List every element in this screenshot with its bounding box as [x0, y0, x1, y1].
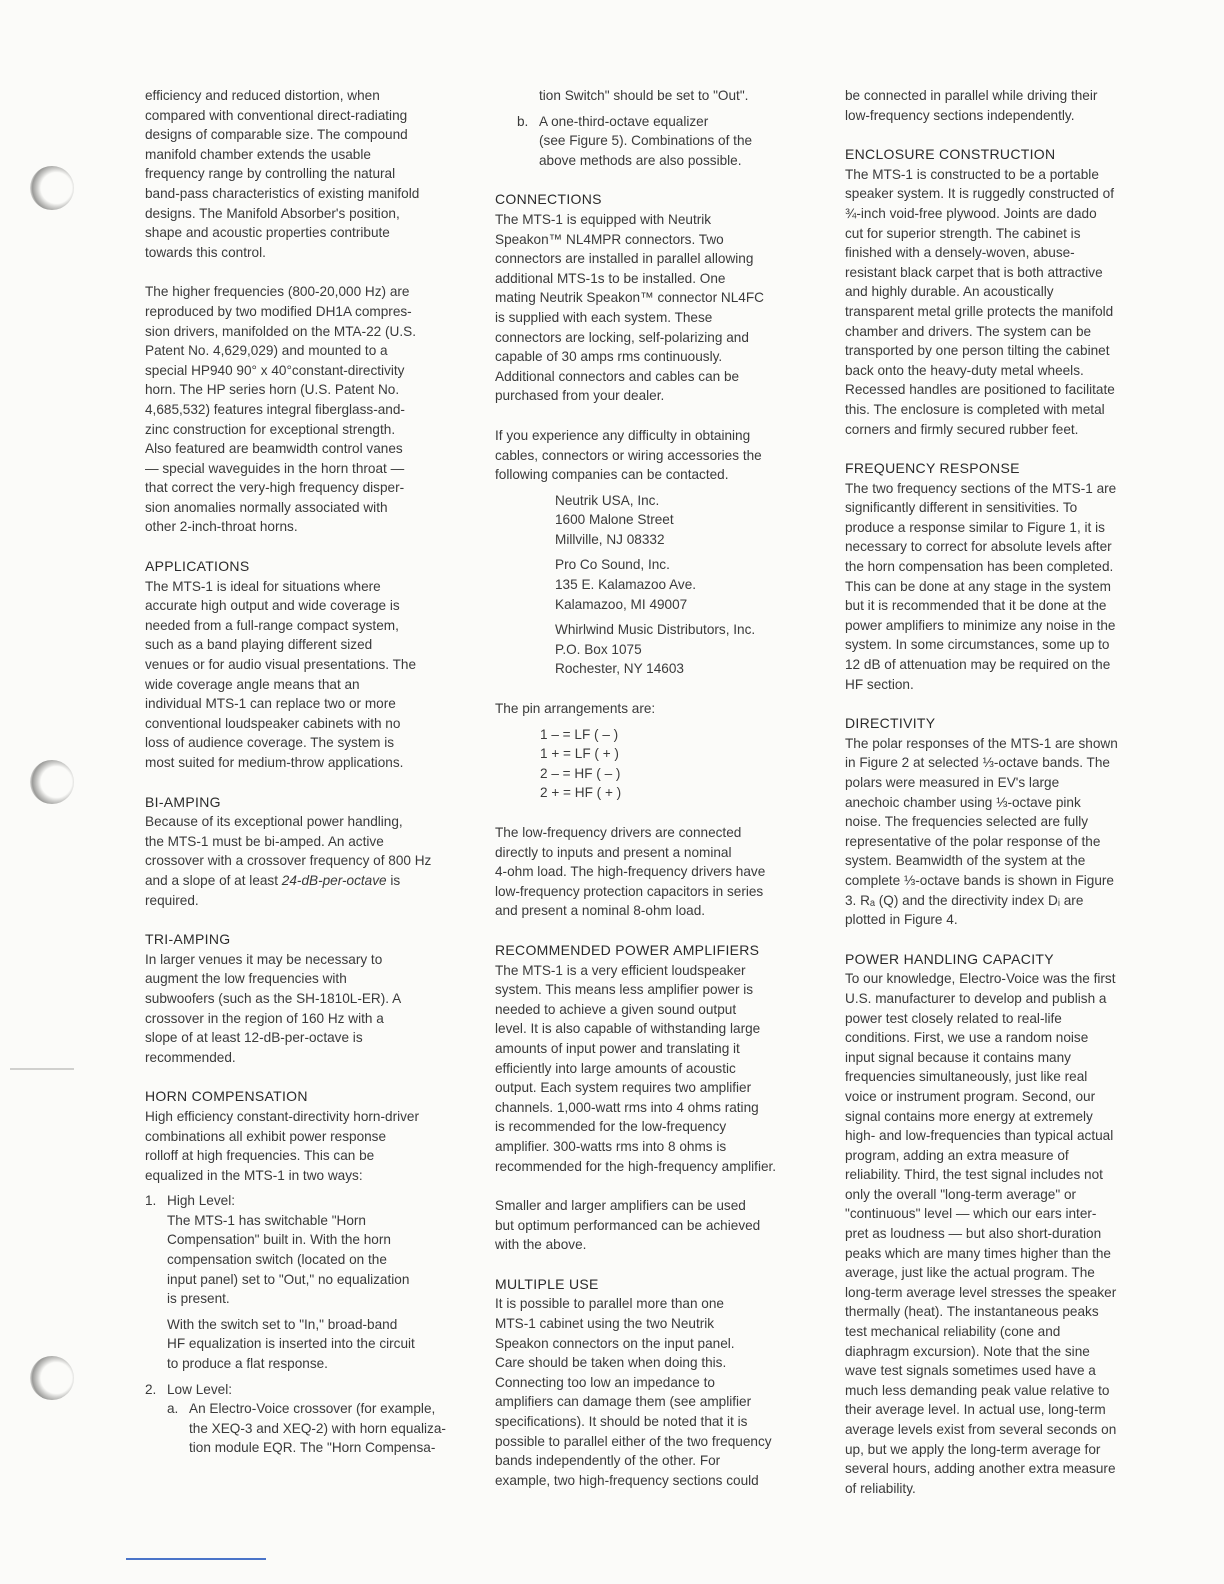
address-whirlwind: Whirlwind Music Distributors, Inc. P.O. Box 1075 Rochester, NY 14603	[555, 622, 756, 677]
sub-item-a-continued: tion Switch" should be set to "Out".	[539, 88, 749, 103]
directivity-paragraph: The polar responses of the MTS-1 are shown in Figure 2 at selected ⅓-octave bands. The polars were measured in EV's large anechoic chamber using ⅓-octave pink noise. The frequencies selected are fully representative of the polar response of the system. Beamwidth of the system at the complete ⅓-octave bands is shown in Figure 3. Rₐ (Q) and the directivity index Dᵢ are plotted in Figure 4.	[845, 735, 1118, 928]
column-2	[495, 86, 815, 1490]
enclosure-paragraph: The MTS-1 is constructed to be a portable speaker system. It is ruggedly constructed of ¾-inch void-free plywood. Joints are dado cut for superior strength. The cabinet is finished with a densely-woven, abuse- resistant black carpet that is both attractive and highly durable. An acoustically transparent metal grille protects the manifold chamber and drivers. The system can be transported by one person tilting the cabinet back onto the heavy-duty metal wheels. Recessed handles are positioned to facilitate this. The enclosure is completed with metal corners and firmly secured rubber feet.	[845, 166, 1115, 437]
enclosure-heading: ENCLOSURE CONSTRUCTION	[845, 146, 1056, 163]
punch-hole-middle	[30, 760, 74, 804]
address-proco: Pro Co Sound, Inc. 135 E. Kalamazoo Ave. Kalamazoo, MI 49007	[555, 557, 697, 612]
scan-mark	[10, 1068, 74, 1070]
low-frequency-drivers-paragraph: The low-frequency drivers are connected directly to inputs and present a nominal 4-ohm load. The high-frequency drivers have low-frequency protection capacitors in series and present a nominal 8-ohm load.	[495, 825, 766, 919]
triamping-paragraph: In larger venues it may be necessary to augment the low frequencies with subwoofers (such as the SH-1810L-ER). A crossover in the region of 160 Hz with a slope of at least 12-dB-per-octave is recommended.	[145, 951, 402, 1065]
sub-item-a	[167, 1399, 463, 1458]
punch-hole-top	[30, 166, 74, 210]
pin-arrangements: 1 – = LF ( – ) 1 + = LF ( + ) 2 – = HF ( – ) 2 + = HF ( + )	[540, 726, 622, 801]
sub-item-b	[495, 112, 815, 171]
sub-item-a-text: An Electro-Voice crossover (for example, the XEQ-3 and XEQ-2) with horn equaliza- tion module EQR. The "Horn Compensa-	[189, 1401, 446, 1456]
frequency-response-paragraph: The two frequency sections of the MTS-1 are significantly different in sensitivities. To produce a response similar to Figure 1, it is necessary to correct for absolute levels after the horn compensation has been completed. This can be done at any stage in the system but it is recommended that it be done at the power amplifiers to minimize any noise in the system. In some circumstances, some up to 12 dB of attenuation may be required on the HF section.	[845, 480, 1117, 692]
biamping-slope: 24-dB-per-octave	[281, 872, 387, 888]
list-item-low-level	[145, 1380, 463, 1458]
column-1	[145, 86, 463, 1458]
address-neutrik: Neutrik USA, Inc. 1600 Malone Street Millville, NJ 08332	[555, 492, 674, 547]
pin-intro: The pin arrangements are:	[495, 701, 656, 717]
multiple-use-paragraph: It is possible to parallel more than one MTS-1 cabinet using the two Neutrik Speakon connectors on the input panel. Care should be taken when doing this. Connecting too low an impedance to amplifiers can damage them (see amplifier specifications). It should be noted that it is possible to parallel either of the two frequency bands independently of the other. For example, two high-frequency sections could	[495, 1296, 772, 1488]
list-item-title: Low Level:	[167, 1381, 232, 1397]
smaller-amplifiers-paragraph: Smaller and larger amplifiers can be used but optimum performanced can be achieved with the above.	[495, 1198, 761, 1253]
multiple-use-heading: MULTIPLE USE	[495, 1275, 599, 1292]
multiple-use-continued: be connected in parallel while driving their low-frequency sections independently.	[845, 88, 1098, 123]
sub-item-letter: b.	[517, 113, 529, 129]
biamping-text: Because of its exceptional power handling, the MTS-1 must be bi-amped. An active crossover with a crossover frequency of 800 Hz and a slope of at least	[145, 814, 432, 888]
biamping-text-end: is required.	[145, 872, 401, 908]
applications-paragraph: The MTS-1 is ideal for situations where accurate high output and wide coverage is needed from a full-range compact system, such as a band playing different sized venues or for audio visual presentations. The wide coverage angle means that an individual MTS-1 can replace two or more conventional loudspeaker cabinets with no loss of audience coverage. The system is most suited for medium-throw applications.	[145, 578, 417, 770]
intro-paragraph: efficiency and reduced distortion, when compared with conventional direct-radiating designs of comparable size. The compound manifold chamber extends the usable frequency range by controlling the natural band-pass characteristics of existing manifold designs. The Manifold Absorber's position, shape and acoustic properties contribute towards this control.	[145, 88, 420, 260]
power-amplifiers-paragraph: The MTS-1 is a very efficient loudspeaker system. This means less amplifier power is needed to achieve a given sound output level. It is also capable of withstanding large amounts of input power and translating it efficiently into large amounts of acoustic output. Each system requires two amplifier channels. 1,000-watt rms into 4 ohms rating is recommended for the low-frequency amplifier. 300-watts rms into 8 ohms is recommended for the high-frequency amplifier.	[495, 962, 777, 1174]
horn-compensation-heading: HORN COMPENSATION	[145, 1088, 308, 1105]
sub-item-letter: a.	[167, 1401, 179, 1417]
difficulty-paragraph: If you experience any difficulty in obtaining cables, connectors or wiring accessories the following companies can be contacted.	[495, 427, 762, 483]
triamping-heading: TRI-AMPING	[145, 931, 231, 948]
power-handling-paragraph: To our knowledge, Electro-Voice was the first U.S. manufacturer to develop and publish a power test closely related to real-life conditions. First, we use a random noise input signal because it contains many frequencies simultaneously, just like real voice or instrument program. Second, our signal contains more energy at extremely high- and low-frequencies than typical actual program, adding an extra measure of reliability. Third, the test signal includes not only the overall "long-term average" or "continuous" level — which our ears inter- pret as loudness — but also short-duration peaks which are many times higher than the average, just like the actual program. The long-term average level stresses the speaker thermally (heat). The instantaneous peaks test mechanical reliability (cone and diaphragm excursion). Note that the sine wave test signals sometimes used have a much less demanding peak value relative to their average level. In actual use, long-term average levels exist from several seconds on up, but we apply the long-term average for several hours, adding another extra measure of reliability.	[845, 971, 1117, 1496]
connections-heading: CONNECTIONS	[495, 191, 602, 208]
list-item-title: High Level:	[167, 1193, 236, 1209]
high-level-paragraph-1: The MTS-1 has switchable "Horn Compensation" built in. With the horn compensation switch (located on the input panel) set to "Out," no equalization is present.	[167, 1212, 410, 1307]
power-amplifiers-heading: RECOMMENDED POWER AMPLIFIERS	[495, 941, 760, 958]
list-number: 2.	[145, 1381, 157, 1397]
high-level-paragraph-2: With the switch set to "In," broad-band HF equalization is inserted into the circuit to produce a flat response.	[167, 1316, 415, 1372]
bottom-rule	[126, 1558, 266, 1560]
list-item-high-level	[145, 1191, 463, 1373]
punch-hole-bottom	[30, 1356, 74, 1400]
biamping-heading: BI-AMPING	[145, 793, 221, 810]
power-handling-heading: POWER HANDLING CAPACITY	[845, 950, 1054, 967]
higher-frequencies-paragraph: The higher frequencies (800-20,000 Hz) are reproduced by two modified DH1A compres- sion drivers, manifolded on the MTA-22 (U.S. Patent No. 4,629,029) and mounted to a special HP940 90° x 40°constant-directivity horn. The HP series horn (U.S. Patent No. 4,685,532) features integral fiberglass-and- zinc construction for exceptional strength. Also featured are beamwidth control vanes — special waveguides in the horn throat — that correct the very-high frequency disper- sion anomalies normally associated with other 2-inch-throat horns.	[145, 284, 416, 535]
sub-item-b-text: A one-third-octave equalizer (see Figure 5). Combinations of the above methods are also possible.	[539, 113, 753, 168]
applications-heading: APPLICATIONS	[145, 558, 250, 575]
column-3	[845, 86, 1165, 1498]
biamping-paragraph	[145, 812, 463, 910]
horn-compensation-paragraph: High efficiency constant-directivity horn-driver combinations all exhibit power response rolloff at high frequencies. This can be equalized in the MTS-1 in two ways:	[145, 1108, 419, 1183]
list-number: 1.	[145, 1193, 157, 1209]
directivity-heading: DIRECTIVITY	[845, 715, 936, 732]
connections-paragraph: The MTS-1 is equipped with Neutrik Speakon™ NL4MPR connectors. Two connectors are installed in parallel allowing additional MTS-1s to be installed. One mating Neutrik Speakon™ connector NL4FC is supplied with each system. These connectors are locking, self-polarizing and capable of 30 amps rms continuously. Additional connectors and cables can be purchased from your dealer.	[495, 211, 764, 404]
frequency-response-heading: FREQUENCY RESPONSE	[845, 460, 1020, 477]
